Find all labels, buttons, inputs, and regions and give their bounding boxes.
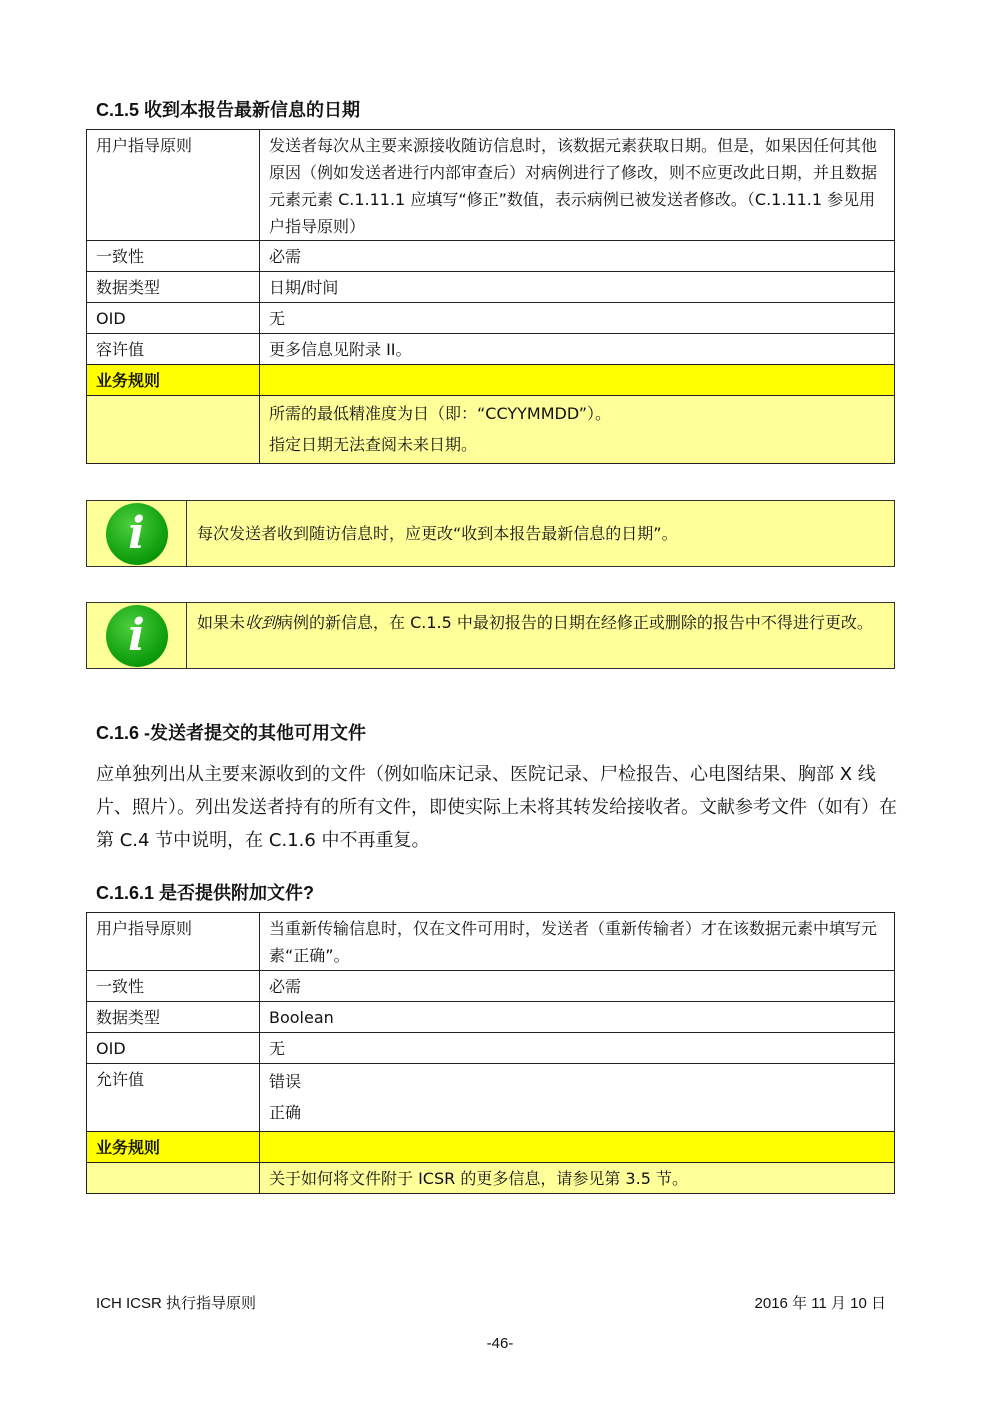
row-value: 更多信息见附录 II。 <box>260 334 895 365</box>
allowed-value: 错误 <box>269 1072 302 1091</box>
business-rules-row <box>87 396 895 464</box>
business-rules-header-row <box>87 365 895 396</box>
info-note-text: 每次发送者收到随访信息时，应更改“收到本报告最新信息的日期”。 <box>197 524 678 543</box>
info-note-icon-cell <box>87 603 187 668</box>
spec-table-c15 <box>86 129 895 464</box>
table-row <box>87 913 895 971</box>
section-paragraph-c16: 应单独列出从主要来源收到的文件（例如临床记录、医院记录、尸检报告、心电图结果、胸部 X 线片、照片）。列出发送者持有的所有文件，即使实际上未将其转发给接收者。文献参考文件（如有）在第 C.4 节中说明，在 C.1.6 中不再重复。 <box>96 764 897 851</box>
business-rules-row <box>87 1163 895 1194</box>
business-rules-label: 业务规则 <box>87 365 260 396</box>
business-rule: 指定日期无法查阅未来日期。 <box>269 435 478 454</box>
table-row <box>87 272 895 303</box>
row-label: OID <box>87 1033 260 1064</box>
info-note-icon-cell <box>87 501 187 566</box>
business-rules-values <box>260 396 895 464</box>
page-number: -46- <box>486 1335 514 1352</box>
row-value: 当重新传输信息时，仅在文件可用时，发送者（重新传输者）才在该数据元素中填写元素“正确”。 <box>260 913 895 971</box>
row-value: 日期/时间 <box>260 272 895 303</box>
row-label: 数据类型 <box>87 1002 260 1033</box>
allowed-values <box>260 1064 895 1132</box>
info-note-text <box>187 603 883 668</box>
table-row <box>87 1002 895 1033</box>
row-label: 一致性 <box>87 241 260 272</box>
business-rules-header-row <box>87 1132 895 1163</box>
business-rules-header-empty <box>260 365 895 396</box>
table-row <box>87 1033 895 1064</box>
section-heading-c161: C.1.6.1 是否提供附加文件? <box>96 883 315 903</box>
allowed-value: 正确 <box>269 1103 302 1122</box>
table-row <box>87 130 895 241</box>
row-value: 必需 <box>260 971 895 1002</box>
table-row <box>87 334 895 365</box>
business-rules-label: 业务规则 <box>87 1132 260 1163</box>
row-label: 数据类型 <box>87 272 260 303</box>
business-rule: 关于如何将文件附于 ICSR 的更多信息，请参见第 3.5 节。 <box>260 1163 895 1194</box>
row-value: Boolean <box>260 1002 895 1033</box>
table-row <box>87 303 895 334</box>
note-text-emphasis: 收到 <box>245 613 278 632</box>
row-value: 发送者每次从主要来源接收随访信息时，该数据元素获取日期。但是，如果因任何其他原因（例如发送者进行内部审查后）对病例进行了修改，则不应更改此日期，并且数据元素元素 C.1.11.1 应填写“修正”数值，表示病例已被发送者修改。（C.1.11.1 参见用户指导原则） <box>260 130 895 241</box>
info-note-2 <box>86 602 895 669</box>
note-text-post: 病例的新信息，在 C.1.5 中最初报告的日期在经修正或删除的报告中不得进行更改。 <box>277 613 873 632</box>
row-value: 无 <box>260 303 895 334</box>
row-label: 允许值 <box>87 1064 260 1132</box>
info-icon: i <box>106 605 168 667</box>
row-label: OID <box>87 303 260 334</box>
table-row <box>87 241 895 272</box>
footer-right: 2016 年 11 月 10 日 <box>754 1295 886 1312</box>
table-row <box>87 1064 895 1132</box>
row-label: 一致性 <box>87 971 260 1002</box>
table-row <box>87 971 895 1002</box>
info-note-1 <box>86 500 895 567</box>
row-label: 用户指导原则 <box>87 130 260 241</box>
business-rules-empty <box>87 396 260 464</box>
spec-table-c161 <box>86 912 895 1194</box>
footer-left: ICH ICSR 执行指导原则 <box>96 1295 257 1312</box>
section-heading-c16: C.1.6 -发送者提交的其他可用文件 <box>96 723 367 743</box>
row-label: 容许值 <box>87 334 260 365</box>
info-icon: i <box>106 503 168 565</box>
business-rules-empty <box>87 1163 260 1194</box>
section-heading-c15: C.1.5 收到本报告最新信息的日期 <box>96 100 361 120</box>
row-label: 用户指导原则 <box>87 913 260 971</box>
business-rule: 所需的最低精准度为日（即：“CCYYMMDD”）。 <box>269 404 612 423</box>
business-rules-header-empty <box>260 1132 895 1163</box>
row-value: 必需 <box>260 241 895 272</box>
note-text-pre: 如果未 <box>197 613 246 632</box>
row-value: 无 <box>260 1033 895 1064</box>
